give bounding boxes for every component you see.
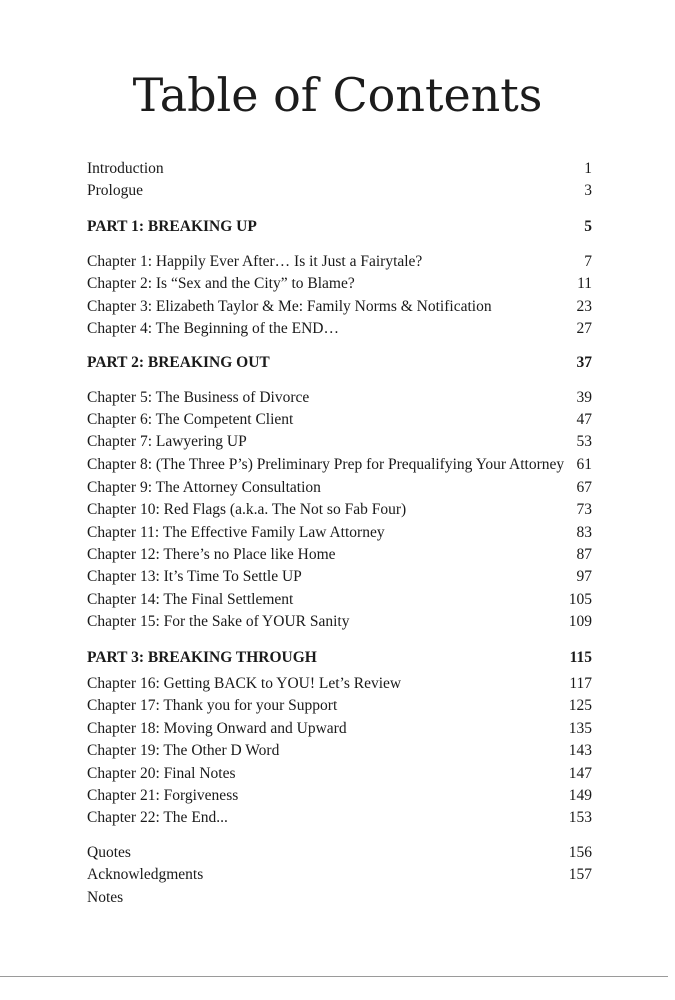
toc-entry-label: Chapter 19: The Other D Word: [87, 742, 280, 759]
toc-entry-page-number: 125: [568, 697, 592, 714]
toc-entry-page-number: 37: [576, 354, 592, 371]
toc-entry-label: Chapter 22: The End...: [87, 809, 228, 826]
toc-entry: [87, 864, 592, 886]
toc-entry-page-number: 11: [577, 275, 592, 292]
toc-entry-page-number: 156: [568, 844, 592, 861]
toc-entry-label: Chapter 14: The Final Settlement: [87, 591, 294, 608]
toc-entry: [87, 477, 592, 499]
toc-entry: [87, 785, 592, 807]
toc-part-heading: [87, 647, 592, 669]
toc-entry-page-number: 117: [569, 675, 592, 692]
toc-entry-label: Chapter 15: For the Sake of YOUR Sanity: [87, 613, 350, 630]
toc-part-heading: [87, 352, 592, 374]
toc-entry-page-number: 135: [568, 720, 592, 737]
toc-entry-label: PART 2: BREAKING OUT: [87, 354, 270, 371]
toc-entry-label: Chapter 12: There’s no Place like Home: [87, 546, 336, 563]
toc-entry: [87, 842, 592, 864]
toc-entry-label: PART 1: BREAKING UP: [87, 218, 257, 235]
page-title: Table of Contents: [132, 68, 543, 122]
toc-entry-label: Acknowledgments: [87, 866, 204, 883]
toc-entry-page-number: 83: [576, 524, 592, 541]
bottom-divider: [0, 976, 668, 977]
toc-entry-page-number: 153: [568, 809, 592, 826]
toc-entry-page-number: 73: [576, 501, 592, 518]
toc-entry-label: Chapter 2: Is “Sex and the City” to Blame?: [87, 275, 355, 292]
toc-entry-label: Prologue: [87, 182, 143, 199]
toc-entry-page-number: 157: [568, 866, 592, 883]
toc-entry-page-number: 39: [576, 389, 592, 406]
toc-entry-label: Chapter 11: The Effective Family Law Attorney: [87, 524, 385, 541]
toc-entry-page-number: 7: [584, 253, 592, 270]
toc-entry: [87, 273, 592, 295]
toc-entry: [87, 807, 592, 829]
toc-entry-label: Chapter 18: Moving Onward and Upward: [87, 720, 347, 737]
toc-entry-page-number: 47: [576, 411, 592, 428]
toc-entry-page-number: 23: [576, 298, 592, 315]
toc-entry-page-number: 67: [576, 479, 592, 496]
toc-entry-page-number: 109: [568, 613, 592, 630]
toc-entry-page-number: 3: [584, 182, 592, 199]
toc-entry-page-number: 1: [584, 160, 592, 177]
toc-entry: [87, 431, 592, 453]
toc-entry-page-number: 147: [568, 765, 592, 782]
toc-entry-label: Chapter 7: Lawyering UP: [87, 433, 247, 450]
toc-entry: [87, 158, 592, 180]
toc-entry-label: Quotes: [87, 844, 131, 861]
toc-entry-label: Chapter 3: Elizabeth Taylor & Me: Family Norms & Notification: [87, 298, 492, 315]
toc-entry: [87, 566, 592, 588]
toc-entry-label: Chapter 4: The Beginning of the END…: [87, 320, 339, 337]
toc-entry-label: Introduction: [87, 160, 164, 177]
toc-entry-label: Chapter 8: (The Three P’s) Preliminary Prep for Prequalifying Your Attorney: [87, 456, 565, 473]
toc-entry: [87, 409, 592, 431]
toc-entry-page-number: 97: [576, 568, 592, 585]
toc-entry: [87, 544, 592, 566]
toc-entry: [87, 251, 592, 273]
toc-entry: [87, 318, 592, 340]
toc-entry: [87, 499, 592, 521]
toc-entry-label: Chapter 20: Final Notes: [87, 765, 236, 782]
toc-entry-label: Chapter 13: It’s Time To Settle UP: [87, 568, 302, 585]
toc-entry: [87, 695, 592, 717]
toc-entry: [87, 887, 592, 909]
toc-entry-label: Chapter 6: The Competent Client: [87, 411, 294, 428]
toc-entry: [87, 611, 592, 633]
toc-entry-label: Chapter 16: Getting BACK to YOU! Let’s Review: [87, 675, 402, 692]
toc-entry: [87, 180, 592, 202]
toc-entry-label: Chapter 5: The Business of Divorce: [87, 389, 310, 406]
toc-entry: [87, 589, 592, 611]
toc-entry-label: Chapter 9: The Attorney Consultation: [87, 479, 321, 496]
toc-entry: [87, 522, 592, 544]
toc-entry: [87, 763, 592, 785]
toc-entry: [87, 673, 592, 695]
toc-entry-label: Chapter 10: Red Flags (a.k.a. The Not so Fab Four): [87, 501, 407, 518]
toc-entry-label: Notes: [87, 889, 124, 906]
toc-entry-label: Chapter 1: Happily Ever After… Is it Just a Fairytale?: [87, 253, 423, 270]
toc-entry-page-number: 5: [584, 218, 592, 235]
toc-part-heading: [87, 216, 592, 238]
toc-entry-page-number: 61: [576, 456, 592, 473]
toc-entry-page-number: 27: [576, 320, 592, 337]
toc-entry: [87, 387, 592, 409]
toc-entry-label: Chapter 21: Forgiveness: [87, 787, 239, 804]
toc-entry-page-number: 149: [568, 787, 592, 804]
toc-entry-page-number: 105: [568, 591, 592, 608]
toc-entry-label: Chapter 17: Thank you for your Support: [87, 697, 338, 714]
toc-entry-page-number: 87: [576, 546, 592, 563]
toc-entry-page-number: 115: [569, 649, 592, 666]
toc-entry: [87, 740, 592, 762]
toc-entry: [87, 296, 592, 318]
toc-entry: [87, 718, 592, 740]
toc-entry: [87, 454, 592, 476]
toc-entry-page-number: 53: [576, 433, 592, 450]
toc-entry-page-number: 143: [568, 742, 592, 759]
toc-entry-label: PART 3: BREAKING THROUGH: [87, 649, 317, 666]
